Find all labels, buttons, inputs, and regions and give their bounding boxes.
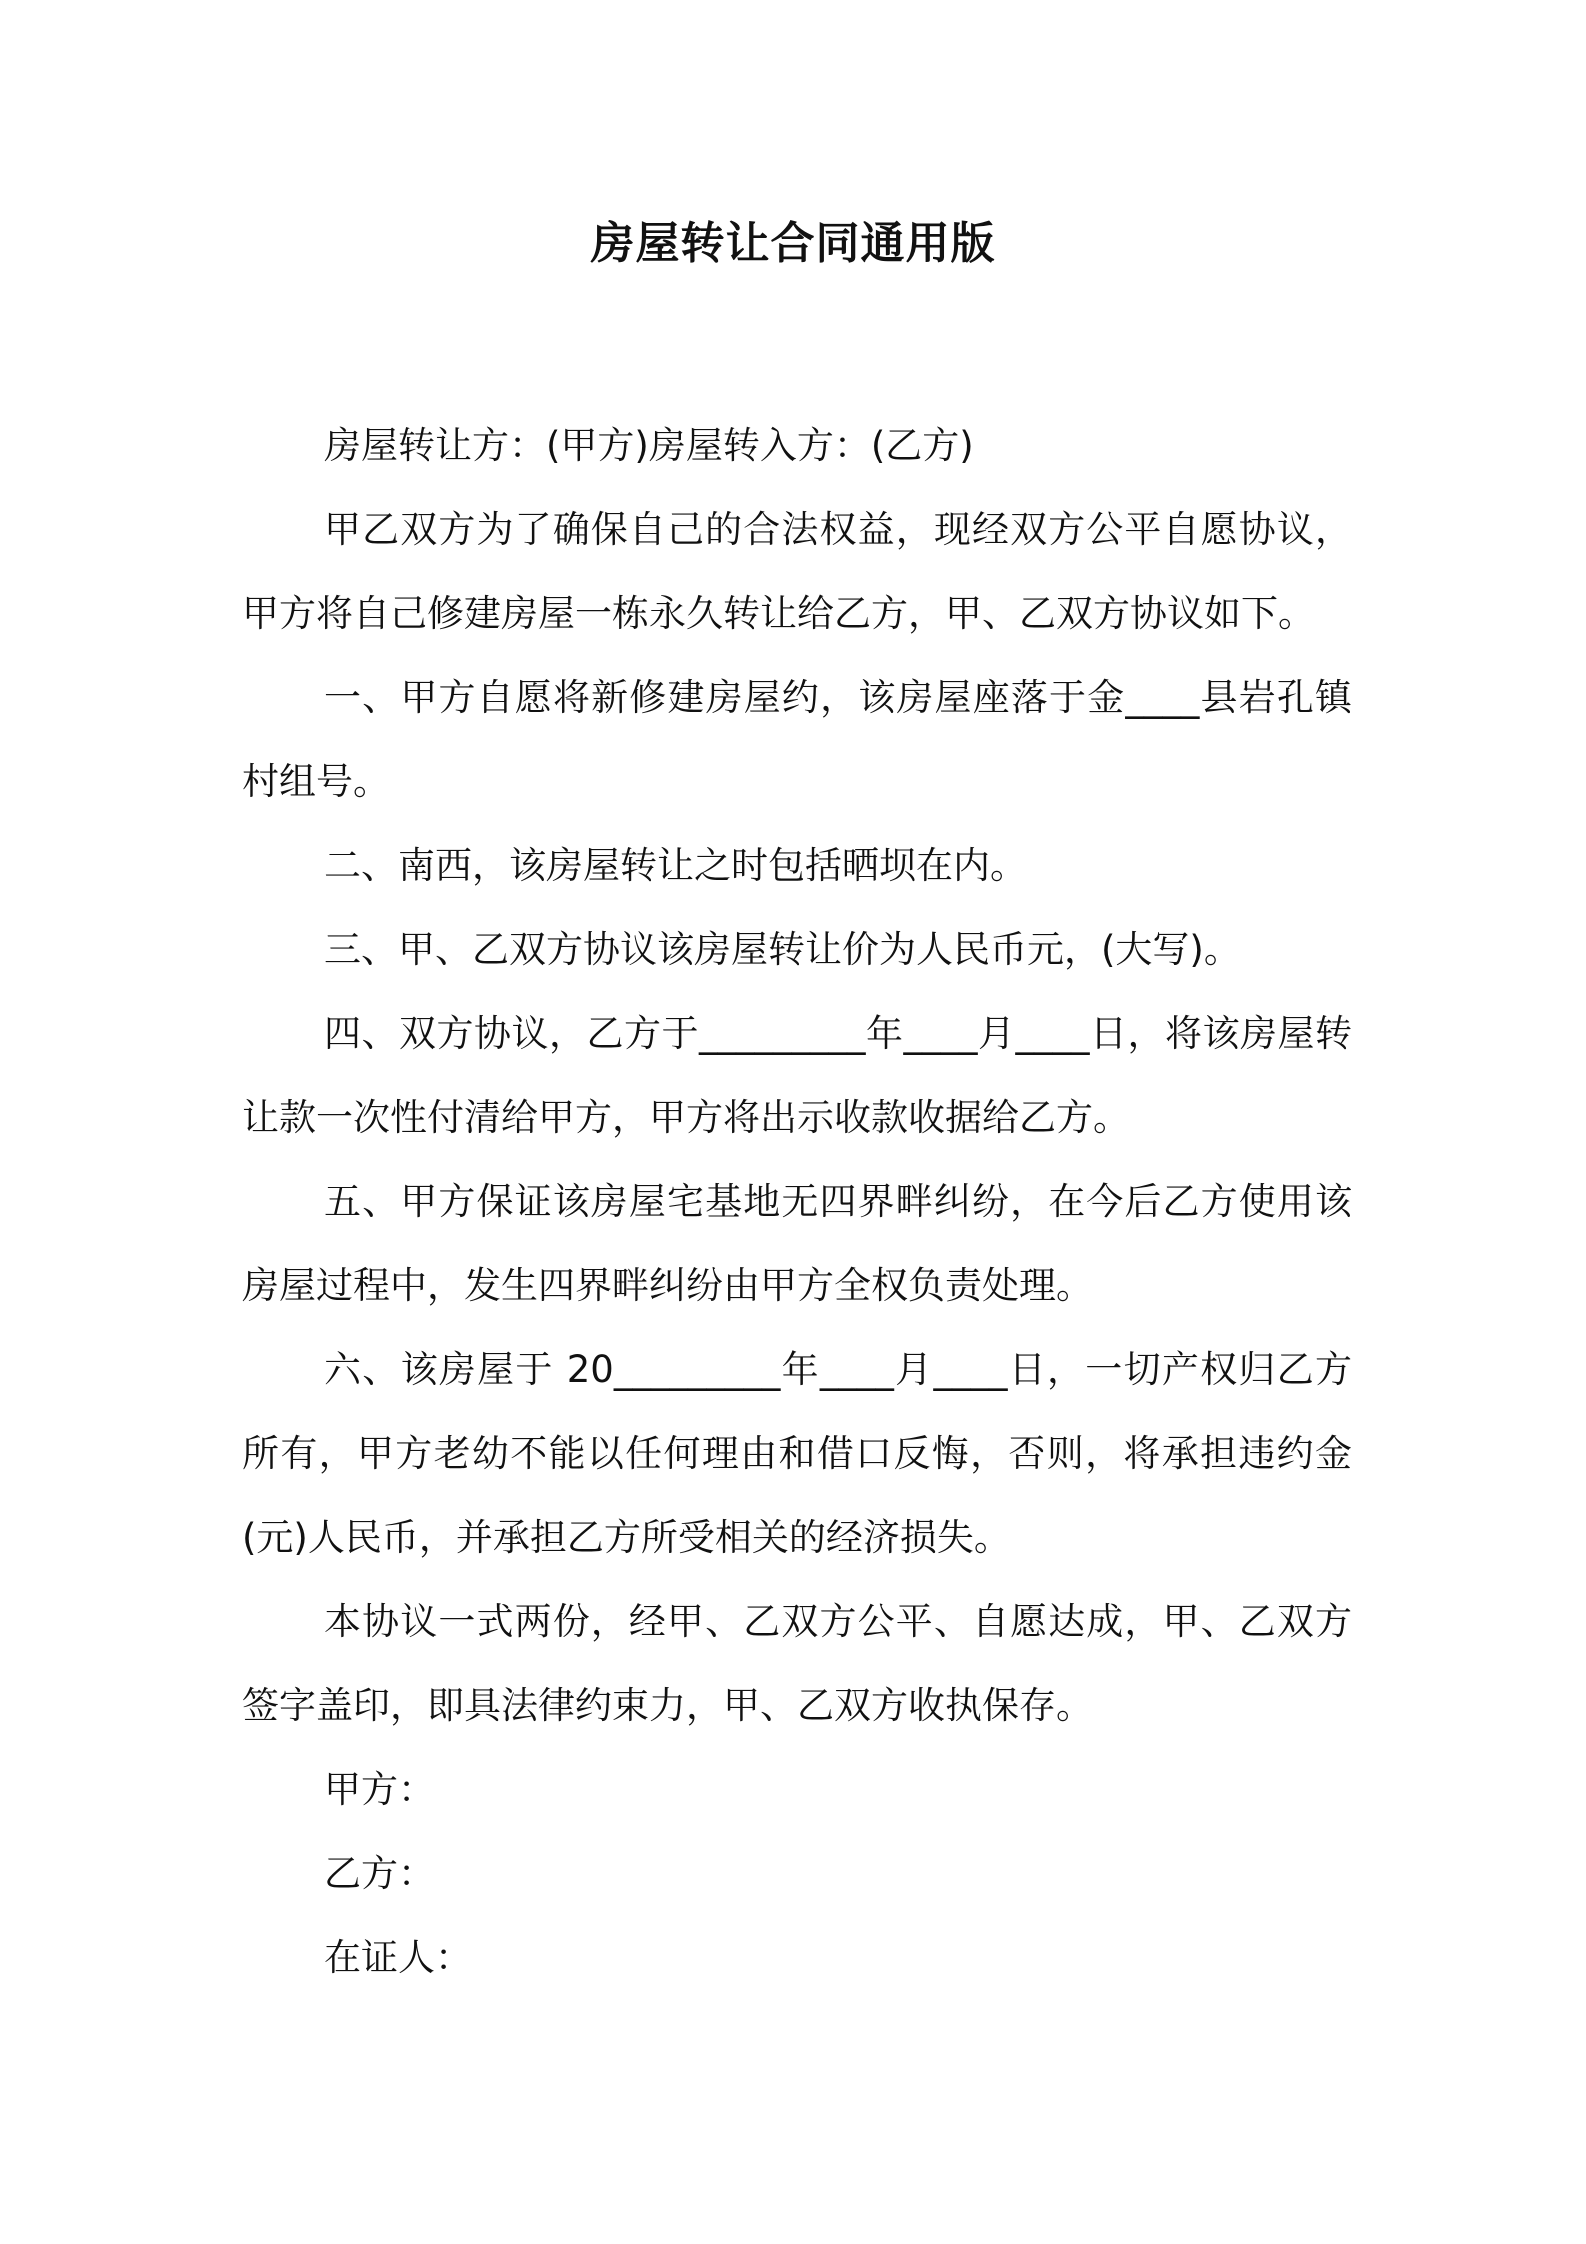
clause-4: 四、双方协议，乙方于_________年____月____日，将该房屋转让款一次性付清给甲方，甲方将出示收款收据给乙方。 [242,1012,1352,1139]
document-title: 房屋转让合同通用版 [590,218,996,269]
clause-6: 六、该房屋于 20_________年____月____日，一切产权归乙方所有，甲方老幼不能以任何理由和借口反悔，否则，将承担违约金(元)人民币，并承担乙方所受相关的经济损失。 [242,1348,1352,1559]
closing-paragraph: 本协议一式两份，经甲、乙双方公平、自愿达成，甲、乙双方签字盖印，即具法律约束力，甲、乙双方收执保存。 [242,1600,1352,1727]
clause-2: 二、南西，该房屋转让之时包括晒坝在内。 [324,844,1027,887]
party-b-signature: 乙方： [324,1852,435,1895]
clause-1: 一、甲方自愿将新修建房屋约，该房屋座落于金____县岩孔镇村组号。 [242,676,1352,803]
witness-signature: 在证人： [324,1936,472,1979]
clause-3: 三、甲、乙双方协议该房屋转让价为人民币元，(大写)。 [324,928,1241,971]
parties-line: 房屋转让方：(甲方)房屋转入方：(乙方) [324,424,974,467]
document-body [242,404,1352,2000]
clause-5: 五、甲方保证该房屋宅基地无四界畔纠纷，在今后乙方使用该房屋过程中，发生四界畔纠纷由甲方全权负责处理。 [242,1180,1352,1307]
party-a-signature: 甲方： [324,1768,435,1811]
preamble-paragraph: 甲乙双方为了确保自己的合法权益，现经双方公平自愿协议，甲方将自己修建房屋一栋永久转让给乙方，甲、乙双方协议如下。 [242,508,1352,635]
